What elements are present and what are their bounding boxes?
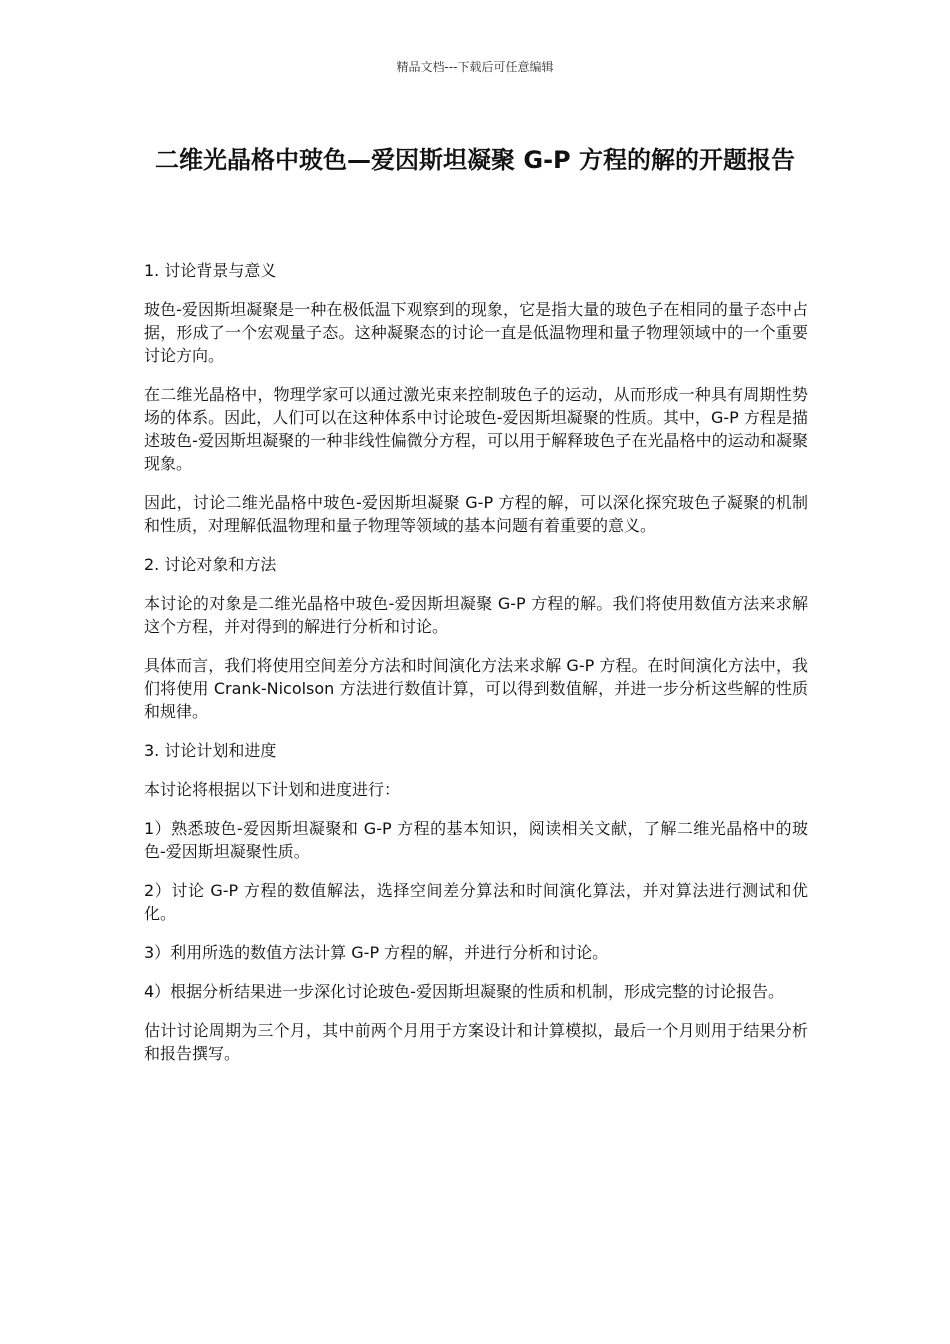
plan-item: 4）根据分析结果进一步深化讨论玻色-爱因斯坦凝聚的性质和机制，形成完整的讨论报告。 (144, 982, 784, 1001)
paragraph: 本讨论将根据以下计划和进度进行： (144, 780, 401, 799)
plan-item: 3）利用所选的数值方法计算 G-P 方程的解，并进行分析和讨论。 (144, 943, 609, 962)
document-title: 二维光晶格中玻色—爱因斯坦凝聚 G-P 方程的解的开题报告 (155, 146, 795, 174)
plan-item: 1）熟悉玻色-爱因斯坦凝聚和 G-P 方程的基本知识，阅读相关文献，了解二维光晶格中的玻色-爱因斯坦凝聚性质。 (144, 819, 808, 861)
paragraph: 在二维光晶格中，物理学家可以通过激光束来控制玻色子的运动，从而形成一种具有周期性势场的体系。因此，人们可以在这种体系中讨论玻色-爱因斯坦凝聚的性质。其中，G-P 方程是描述玻色-爱因斯坦凝聚的一种非线性偏微分方程，可以用于解释玻色子在光晶格中的运动和凝聚现象。 (144, 385, 808, 473)
paragraph: 因此，讨论二维光晶格中玻色-爱因斯坦凝聚 G-P 方程的解，可以深化探究玻色子凝聚的机制和性质，对理解低温物理和量子物理等领域的基本问题有着重要的意义。 (144, 493, 808, 535)
section-heading-background: 1. 讨论背景与意义 (144, 261, 277, 280)
paragraph: 玻色-爱因斯坦凝聚是一种在极低温下观察到的现象，它是指大量的玻色子在相同的量子态中占据，形成了一个宏观量子态。这种凝聚态的讨论一直是低温物理和量子物理领域中的一个重要讨论方向。 (144, 300, 808, 365)
paragraph: 本讨论的对象是二维光晶格中玻色-爱因斯坦凝聚 G-P 方程的解。我们将使用数值方法来求解这个方程，并对得到的解进行分析和讨论。 (144, 594, 808, 636)
section-heading-plan-progress: 3. 讨论计划和进度 (144, 741, 277, 760)
plan-item: 2）讨论 G-P 方程的数值解法，选择空间差分算法和时间演化算法，并对算法进行测试和优化。 (144, 881, 808, 923)
paragraph: 估计讨论周期为三个月，其中前两个月用于方案设计和计算模拟，最后一个月则用于结果分析和报告撰写。 (144, 1021, 808, 1063)
header-note: 精品文档---下载后可任意编辑 (396, 60, 554, 74)
section-heading-object-method: 2. 讨论对象和方法 (144, 555, 277, 574)
paragraph: 具体而言，我们将使用空间差分方法和时间演化方法来求解 G-P 方程。在时间演化方法中，我们将使用 Crank-Nicolson 方法进行数值计算，可以得到数值解，并进一步分析这些解的性质和规律。 (144, 656, 808, 721)
document-body (144, 259, 808, 1081)
